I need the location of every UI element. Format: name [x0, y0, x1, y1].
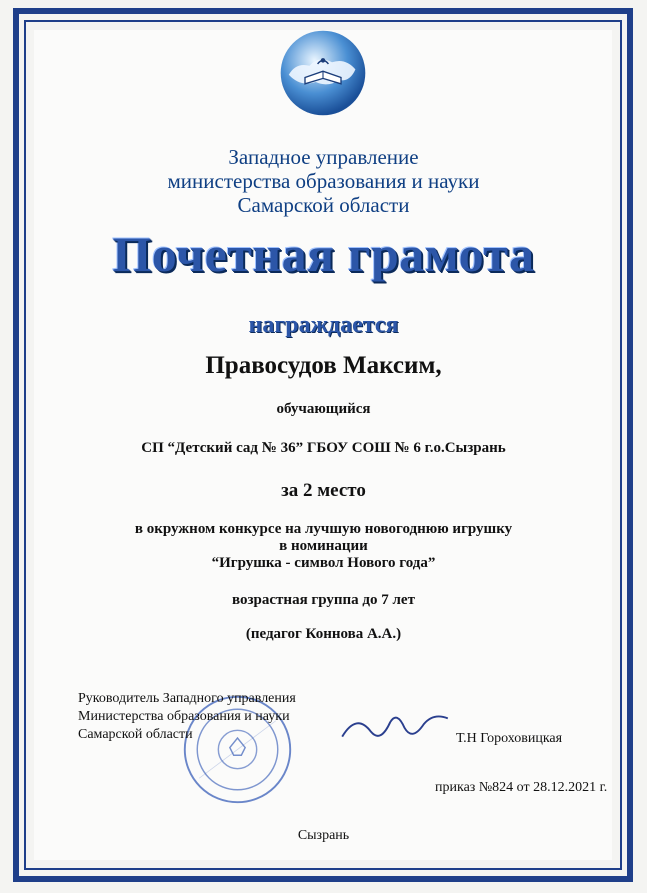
city-name: Сызрань [297, 828, 350, 843]
contest-nomination: “Игрушка - символ Нового года” [211, 555, 436, 571]
order-reference: приказ №824 от 28.12.2021 г. [435, 780, 608, 795]
organization-line-3: Самарской области [237, 193, 410, 217]
globe-book-emblem [278, 28, 368, 118]
institution-name: СП “Детский сад № 36” ГБОУ СОШ № 6 г.о.Сызрань [141, 440, 506, 456]
contest-line-2: в номинации [279, 538, 368, 554]
signatory-line-2: Министерства образования и науки [78, 709, 290, 724]
recipient-role: обучающийся [276, 401, 371, 417]
age-group: возрастная группа до 7 лет [232, 592, 415, 608]
teacher: (педагог Коннова А.А.) [245, 626, 402, 642]
certificate-title: Почетная грамота [112, 226, 535, 282]
awarded-label: награждается [248, 312, 399, 338]
recipient-name: Правосудов Максим, [205, 352, 442, 379]
award-place: за 2 место [281, 480, 366, 501]
contest-line-1: в окружном конкурсе на лучшую новогоднюю игрушку [134, 521, 513, 537]
signatory-name: Т.Н Гороховицкая [456, 731, 563, 746]
signatory-line-3: Самарской области [78, 727, 193, 742]
organization-line-1: Западное управление [228, 145, 419, 169]
signatory-line-1: Руководитель Западного управления [78, 691, 296, 706]
handwritten-signature [335, 703, 455, 751]
organization-line-2: министерства образования и науки [167, 169, 480, 193]
